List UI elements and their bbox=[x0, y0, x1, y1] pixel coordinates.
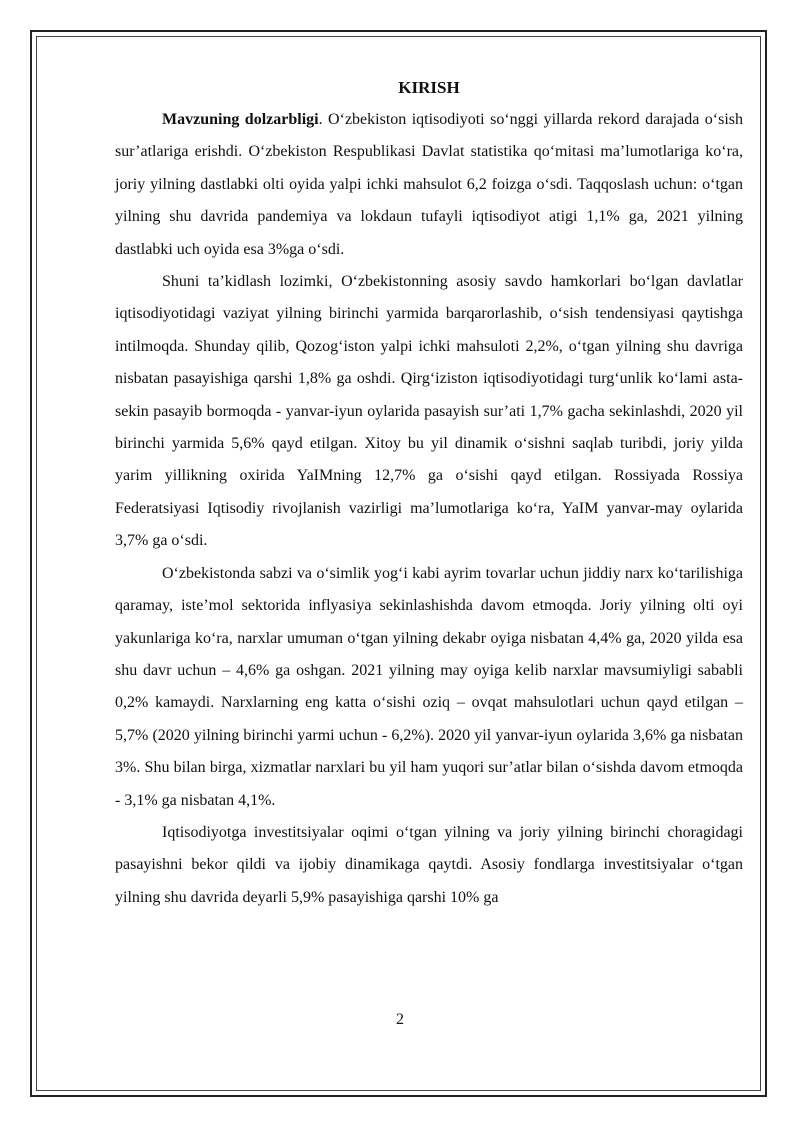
page-number: 2 bbox=[396, 1011, 404, 1028]
paragraph-trade-partners: Shuni ta’kidlash lozimki, O‘zbekistonning asosiy savdo hamkorlari bo‘lgan davlatlar iqtisodiyotidagi vaziyat yilning birinchi yarmida barqarorlashib, o‘sish tendensiyasi qaytishga intilmoqda. Shunday qilib, Qozog‘iston yalpi ichki mahsuloti 2,2%, o‘tgan yilning shu davriga nisbatan pasayishiga qarshi 1,8% ga oshdi. Qirg‘iziston iqtisodiyotidagi turg‘unlik ko‘lami asta-sekin pasayib bormoqda - yanvar-iyun oylarida pasayish sur’ati 1,7% gacha sekinlashdi, 2020 yil birinchi yarmida 5,6% qayd etilgan. Xitoy bu yil dinamik o‘sishni saqlab turibdi, joriy yilda yarim yillikning oxirida YaIMning 12,7% ga o‘sishi qayd etilgan. Rossiyada Rossiya Federatsiyasi Iqtisodiy rivojlanish vazirligi ma’lumotlariga ko‘ra, YaIM yanvar-may oylarida 3,7% ga o‘sdi. bbox=[115, 273, 743, 550]
paragraph-lead: Mavzuning dolzarbligi bbox=[162, 111, 319, 128]
paragraph-relevance bbox=[115, 104, 743, 266]
paragraph-investments: Iqtisodiyotga investitsiyalar oqimi o‘tgan yilning va joriy yilning birinchi choragidagi pasayishni bekor qildi va ijobiy dinamikaga qaytdi. Asosiy fondlarga investitsiyalar o‘tgan yilning shu davrida deyarli 5,9% pasayishiga qarshi 10% ga bbox=[115, 823, 743, 906]
section-title: KIRISH bbox=[398, 78, 460, 97]
paragraph-text: . O‘zbekiston iqtisodiyoti so‘nggi yillarda rekord darajada o‘sish sur’atlariga erishdi. O‘zbekiston Respublikasi Davlat statistika qo‘mitasi ma’lumotlariga ko‘ra, joriy yilning dastlabki olti oyida yalpi ichki mahsulot 6,2 foizga o‘sdi. Taqqoslash uchun: o‘tgan yilning shu davrida pandemiya va lokdaun tufayli iqtisodiyot atigi 1,1% ga, 2021 yilning dastlabki uch oyida esa 3%ga o‘sdi. bbox=[115, 111, 743, 258]
paragraph-inflation: O‘zbekistonda sabzi va o‘simlik yog‘i kabi ayrim tovarlar uchun jiddiy narx ko‘tarilishiga qaramay, iste’mol sektorida inflyasiya sekinlashishda davom etmoqda. Joriy yilning olti oyi yakunlariga ko‘ra, narxlar umuman o‘tgan yilning dekabr oyiga nisbatan 4,4% ga, 2020 yilda esa shu davr uchun – 4,6% ga oshgan. 2021 yilning may oyiga kelib narxlar mavsumiyligi sababli 0,2% kamaydi. Narxlarning eng katta o‘sishi oziq – ovqat mahsulotlari uchun qayd etilgan – 5,7% (2020 yilning birinchi yarmi uchun - 6,2%). 2020 yil yanvar-iyun oylarida 3,6% ga nisbatan 3%. Shu bilan birga, xizmatlar narxlari bu yil ham yuqori sur’atlar bilan o‘sishda davom etmoqda - 3,1% ga nisbatan 4,1%. bbox=[115, 564, 743, 809]
document-body bbox=[115, 74, 743, 914]
